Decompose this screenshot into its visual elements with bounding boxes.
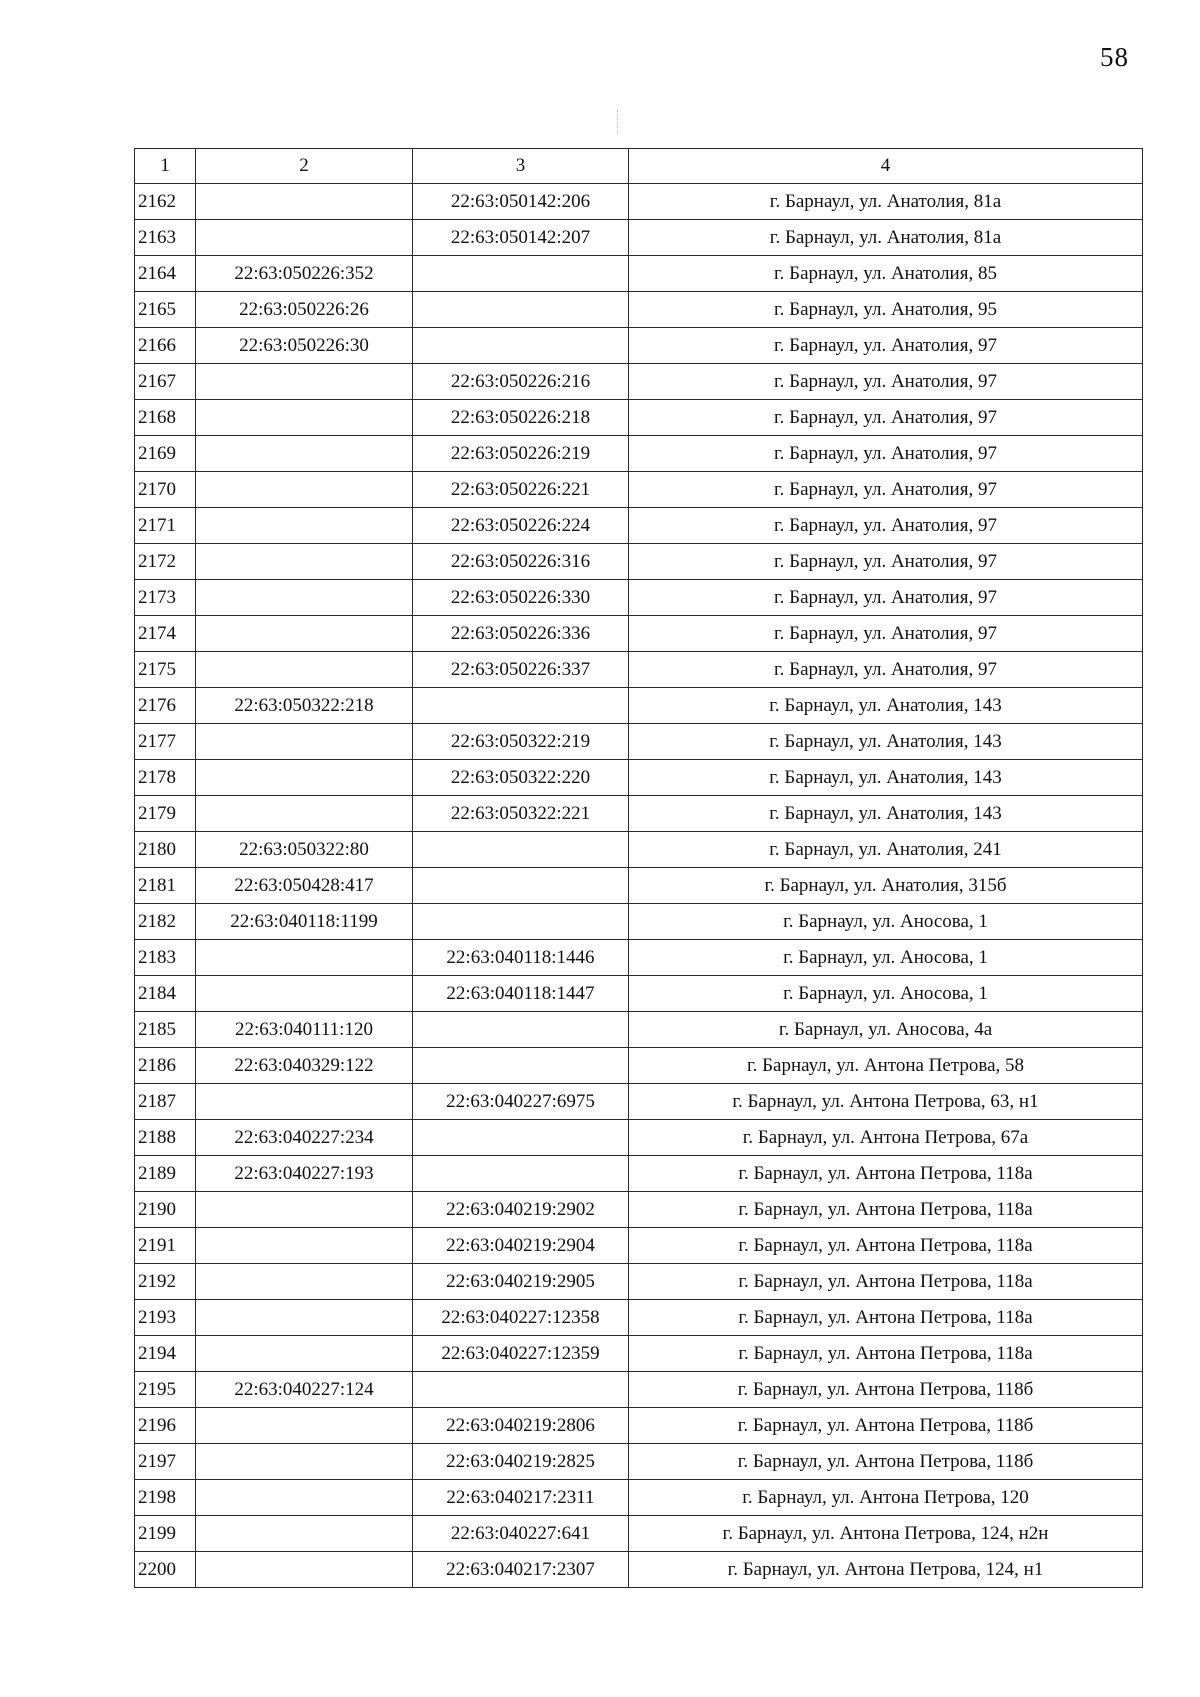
address-cell: г. Барнаул, ул. Антона Петрова, 124, н1 <box>629 1552 1143 1588</box>
land-cadastral-number-cell <box>196 760 413 796</box>
row-number-cell: 2184 <box>135 976 196 1012</box>
land-cadastral-number-cell <box>196 796 413 832</box>
land-cadastral-number-cell <box>196 1192 413 1228</box>
row-number-cell: 2166 <box>135 328 196 364</box>
row-number-cell: 2186 <box>135 1048 196 1084</box>
row-number-cell: 2194 <box>135 1336 196 1372</box>
building-cadastral-number-cell: 22:63:040219:2905 <box>413 1264 629 1300</box>
table-row <box>135 256 1143 292</box>
table-row <box>135 1444 1143 1480</box>
building-cadastral-number-cell <box>413 1372 629 1408</box>
land-cadastral-number-cell <box>196 544 413 580</box>
land-cadastral-number-cell <box>196 1300 413 1336</box>
building-cadastral-number-cell: 22:63:050226:336 <box>413 616 629 652</box>
row-number-cell: 2169 <box>135 436 196 472</box>
land-cadastral-number-cell: 22:63:040329:122 <box>196 1048 413 1084</box>
row-number-cell: 2188 <box>135 1120 196 1156</box>
table-row <box>135 1120 1143 1156</box>
table-row <box>135 1084 1143 1120</box>
building-cadastral-number-cell <box>413 328 629 364</box>
scan-artifact <box>617 110 619 134</box>
row-number-cell: 2195 <box>135 1372 196 1408</box>
row-number-cell: 2181 <box>135 868 196 904</box>
building-cadastral-number-cell: 22:63:040227:641 <box>413 1516 629 1552</box>
building-cadastral-number-cell: 22:63:050322:220 <box>413 760 629 796</box>
building-cadastral-number-cell <box>413 1048 629 1084</box>
header-cell-2: 2 <box>196 149 413 184</box>
building-cadastral-number-cell: 22:63:040118:1447 <box>413 976 629 1012</box>
building-cadastral-number-cell: 22:63:040219:2806 <box>413 1408 629 1444</box>
address-cell: г. Барнаул, ул. Анатолия, 97 <box>629 580 1143 616</box>
address-cell: г. Барнаул, ул. Аносова, 1 <box>629 976 1143 1012</box>
address-cell: г. Барнаул, ул. Анатолия, 81а <box>629 220 1143 256</box>
address-cell: г. Барнаул, ул. Аносова, 4а <box>629 1012 1143 1048</box>
address-cell: г. Барнаул, ул. Анатолия, 97 <box>629 508 1143 544</box>
row-number-cell: 2171 <box>135 508 196 544</box>
building-cadastral-number-cell <box>413 868 629 904</box>
page-number: 58 <box>1100 42 1129 72</box>
building-cadastral-number-cell: 22:63:040217:2311 <box>413 1480 629 1516</box>
table-header-row <box>135 149 1143 184</box>
address-cell: г. Барнаул, ул. Анатолия, 97 <box>629 472 1143 508</box>
table-row <box>135 1372 1143 1408</box>
address-cell: г. Барнаул, ул. Аносова, 1 <box>629 940 1143 976</box>
land-cadastral-number-cell <box>196 976 413 1012</box>
row-number-cell: 2199 <box>135 1516 196 1552</box>
row-number-cell: 2176 <box>135 688 196 724</box>
table-row <box>135 688 1143 724</box>
table-row <box>135 364 1143 400</box>
building-cadastral-number-cell: 22:63:050226:330 <box>413 580 629 616</box>
row-number-cell: 2165 <box>135 292 196 328</box>
address-cell: г. Барнаул, ул. Антона Петрова, 118а <box>629 1264 1143 1300</box>
table-row <box>135 580 1143 616</box>
table-row <box>135 1336 1143 1372</box>
address-cell: г. Барнаул, ул. Антона Петрова, 67а <box>629 1120 1143 1156</box>
registry-table-body <box>135 149 1143 1588</box>
address-cell: г. Барнаул, ул. Анатолия, 85 <box>629 256 1143 292</box>
land-cadastral-number-cell <box>196 724 413 760</box>
row-number-cell: 2183 <box>135 940 196 976</box>
building-cadastral-number-cell <box>413 292 629 328</box>
land-cadastral-number-cell <box>196 1264 413 1300</box>
header-cell-1: 1 <box>135 149 196 184</box>
building-cadastral-number-cell: 22:63:050142:206 <box>413 184 629 220</box>
address-cell: г. Барнаул, ул. Анатолия, 97 <box>629 436 1143 472</box>
address-cell: г. Барнаул, ул. Аносова, 1 <box>629 904 1143 940</box>
building-cadastral-number-cell <box>413 1120 629 1156</box>
building-cadastral-number-cell <box>413 1156 629 1192</box>
land-cadastral-number-cell <box>196 436 413 472</box>
row-number-cell: 2175 <box>135 652 196 688</box>
building-cadastral-number-cell: 22:63:040118:1446 <box>413 940 629 976</box>
land-cadastral-number-cell <box>196 400 413 436</box>
building-cadastral-number-cell: 22:63:040227:12359 <box>413 1336 629 1372</box>
row-number-cell: 2174 <box>135 616 196 652</box>
table-row <box>135 508 1143 544</box>
address-cell: г. Барнаул, ул. Анатолия, 97 <box>629 328 1143 364</box>
address-cell: г. Барнаул, ул. Антона Петрова, 118б <box>629 1444 1143 1480</box>
table-row <box>135 904 1143 940</box>
land-cadastral-number-cell: 22:63:050322:80 <box>196 832 413 868</box>
land-cadastral-number-cell <box>196 1480 413 1516</box>
row-number-cell: 2162 <box>135 184 196 220</box>
address-cell: г. Барнаул, ул. Анатолия, 81а <box>629 184 1143 220</box>
table-row <box>135 940 1143 976</box>
row-number-cell: 2196 <box>135 1408 196 1444</box>
address-cell: г. Барнаул, ул. Антона Петрова, 124, н2н <box>629 1516 1143 1552</box>
table-row <box>135 1012 1143 1048</box>
building-cadastral-number-cell: 22:63:050226:224 <box>413 508 629 544</box>
address-cell: г. Барнаул, ул. Антона Петрова, 63, н1 <box>629 1084 1143 1120</box>
row-number-cell: 2163 <box>135 220 196 256</box>
land-cadastral-number-cell <box>196 508 413 544</box>
land-cadastral-number-cell <box>196 1408 413 1444</box>
land-cadastral-number-cell <box>196 940 413 976</box>
table-row <box>135 544 1143 580</box>
table-row <box>135 868 1143 904</box>
table-row <box>135 1228 1143 1264</box>
address-cell: г. Барнаул, ул. Антона Петрова, 118а <box>629 1228 1143 1264</box>
land-cadastral-number-cell: 22:63:050226:30 <box>196 328 413 364</box>
address-cell: г. Барнаул, ул. Антона Петрова, 118б <box>629 1372 1143 1408</box>
address-cell: г. Барнаул, ул. Анатолия, 97 <box>629 400 1143 436</box>
address-cell: г. Барнаул, ул. Анатолия, 143 <box>629 688 1143 724</box>
land-cadastral-number-cell: 22:63:040227:124 <box>196 1372 413 1408</box>
table-row <box>135 1048 1143 1084</box>
row-number-cell: 2189 <box>135 1156 196 1192</box>
table-row <box>135 724 1143 760</box>
building-cadastral-number-cell: 22:63:040219:2904 <box>413 1228 629 1264</box>
address-cell: г. Барнаул, ул. Анатолия, 315б <box>629 868 1143 904</box>
row-number-cell: 2192 <box>135 1264 196 1300</box>
land-cadastral-number-cell <box>196 1444 413 1480</box>
table-row <box>135 400 1143 436</box>
table-row <box>135 472 1143 508</box>
table-row <box>135 1264 1143 1300</box>
land-cadastral-number-cell: 22:63:040227:193 <box>196 1156 413 1192</box>
row-number-cell: 2167 <box>135 364 196 400</box>
building-cadastral-number-cell: 22:63:040227:12358 <box>413 1300 629 1336</box>
building-cadastral-number-cell <box>413 256 629 292</box>
building-cadastral-number-cell: 22:63:050322:221 <box>413 796 629 832</box>
building-cadastral-number-cell: 22:63:050226:219 <box>413 436 629 472</box>
building-cadastral-number-cell: 22:63:050322:219 <box>413 724 629 760</box>
address-cell: г. Барнаул, ул. Анатолия, 97 <box>629 364 1143 400</box>
land-cadastral-number-cell <box>196 652 413 688</box>
table-row <box>135 1552 1143 1588</box>
land-cadastral-number-cell <box>196 472 413 508</box>
row-number-cell: 2168 <box>135 400 196 436</box>
table-row <box>135 1516 1143 1552</box>
address-cell: г. Барнаул, ул. Анатолия, 241 <box>629 832 1143 868</box>
table-row <box>135 436 1143 472</box>
table-row <box>135 796 1143 832</box>
address-cell: г. Барнаул, ул. Анатолия, 97 <box>629 616 1143 652</box>
address-cell: г. Барнаул, ул. Анатолия, 95 <box>629 292 1143 328</box>
land-cadastral-number-cell <box>196 1336 413 1372</box>
building-cadastral-number-cell <box>413 904 629 940</box>
row-number-cell: 2179 <box>135 796 196 832</box>
building-cadastral-number-cell <box>413 1012 629 1048</box>
row-number-cell: 2191 <box>135 1228 196 1264</box>
building-cadastral-number-cell: 22:63:050142:207 <box>413 220 629 256</box>
row-number-cell: 2198 <box>135 1480 196 1516</box>
building-cadastral-number-cell: 22:63:040219:2825 <box>413 1444 629 1480</box>
address-cell: г. Барнаул, ул. Анатолия, 143 <box>629 724 1143 760</box>
land-cadastral-number-cell <box>196 364 413 400</box>
building-cadastral-number-cell: 22:63:050226:216 <box>413 364 629 400</box>
row-number-cell: 2177 <box>135 724 196 760</box>
building-cadastral-number-cell: 22:63:050226:316 <box>413 544 629 580</box>
header-cell-3: 3 <box>413 149 629 184</box>
land-cadastral-number-cell: 22:63:050226:26 <box>196 292 413 328</box>
table-row <box>135 760 1143 796</box>
address-cell: г. Барнаул, ул. Анатолия, 97 <box>629 544 1143 580</box>
table-row <box>135 220 1143 256</box>
table-row <box>135 184 1143 220</box>
row-number-cell: 2193 <box>135 1300 196 1336</box>
row-number-cell: 2185 <box>135 1012 196 1048</box>
address-cell: г. Барнаул, ул. Антона Петрова, 118а <box>629 1156 1143 1192</box>
row-number-cell: 2170 <box>135 472 196 508</box>
land-cadastral-number-cell <box>196 1552 413 1588</box>
land-cadastral-number-cell: 22:63:050226:352 <box>196 256 413 292</box>
table-row <box>135 292 1143 328</box>
header-cell-4: 4 <box>629 149 1143 184</box>
table-row <box>135 1156 1143 1192</box>
row-number-cell: 2173 <box>135 580 196 616</box>
row-number-cell: 2182 <box>135 904 196 940</box>
land-cadastral-number-cell: 22:63:040227:234 <box>196 1120 413 1156</box>
land-cadastral-number-cell <box>196 616 413 652</box>
registry-table <box>134 148 1143 1588</box>
building-cadastral-number-cell: 22:63:040227:6975 <box>413 1084 629 1120</box>
land-cadastral-number-cell <box>196 1516 413 1552</box>
row-number-cell: 2187 <box>135 1084 196 1120</box>
land-cadastral-number-cell: 22:63:040111:120 <box>196 1012 413 1048</box>
row-number-cell: 2172 <box>135 544 196 580</box>
building-cadastral-number-cell: 22:63:050226:221 <box>413 472 629 508</box>
land-cadastral-number-cell: 22:63:040118:1199 <box>196 904 413 940</box>
address-cell: г. Барнаул, ул. Анатолия, 143 <box>629 796 1143 832</box>
row-number-cell: 2180 <box>135 832 196 868</box>
row-number-cell: 2178 <box>135 760 196 796</box>
building-cadastral-number-cell: 22:63:040219:2902 <box>413 1192 629 1228</box>
table-row <box>135 832 1143 868</box>
row-number-cell: 2197 <box>135 1444 196 1480</box>
address-cell: г. Барнаул, ул. Антона Петрова, 118б <box>629 1408 1143 1444</box>
land-cadastral-number-cell <box>196 1084 413 1120</box>
building-cadastral-number-cell: 22:63:050226:218 <box>413 400 629 436</box>
land-cadastral-number-cell <box>196 220 413 256</box>
table-row <box>135 1300 1143 1336</box>
table-row <box>135 328 1143 364</box>
table-row <box>135 976 1143 1012</box>
building-cadastral-number-cell <box>413 832 629 868</box>
address-cell: г. Барнаул, ул. Антона Петрова, 118а <box>629 1300 1143 1336</box>
row-number-cell: 2190 <box>135 1192 196 1228</box>
table-row <box>135 1408 1143 1444</box>
table-row <box>135 616 1143 652</box>
land-cadastral-number-cell <box>196 184 413 220</box>
table-row <box>135 652 1143 688</box>
address-cell: г. Барнаул, ул. Антона Петрова, 58 <box>629 1048 1143 1084</box>
address-cell: г. Барнаул, ул. Анатолия, 143 <box>629 760 1143 796</box>
address-cell: г. Барнаул, ул. Анатолия, 97 <box>629 652 1143 688</box>
row-number-cell: 2200 <box>135 1552 196 1588</box>
address-cell: г. Барнаул, ул. Антона Петрова, 118а <box>629 1192 1143 1228</box>
address-cell: г. Барнаул, ул. Антона Петрова, 118а <box>629 1336 1143 1372</box>
land-cadastral-number-cell: 22:63:050322:218 <box>196 688 413 724</box>
table-row <box>135 1192 1143 1228</box>
building-cadastral-number-cell <box>413 688 629 724</box>
land-cadastral-number-cell <box>196 1228 413 1264</box>
table-row <box>135 1480 1143 1516</box>
building-cadastral-number-cell: 22:63:050226:337 <box>413 652 629 688</box>
address-cell: г. Барнаул, ул. Антона Петрова, 120 <box>629 1480 1143 1516</box>
land-cadastral-number-cell <box>196 580 413 616</box>
building-cadastral-number-cell: 22:63:040217:2307 <box>413 1552 629 1588</box>
row-number-cell: 2164 <box>135 256 196 292</box>
land-cadastral-number-cell: 22:63:050428:417 <box>196 868 413 904</box>
